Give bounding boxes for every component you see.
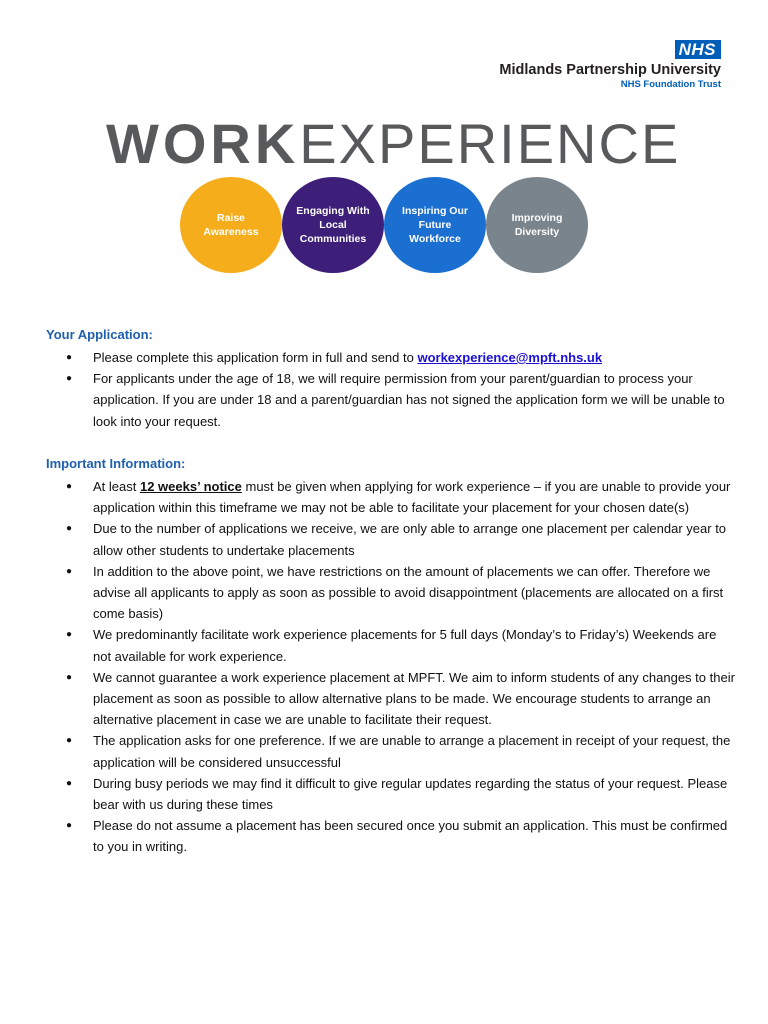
page-title bbox=[106, 112, 680, 176]
list-item: ● Please do not assume a placement has been secured once you submit an application. This must be confirmed to you in writing. bbox=[66, 818, 728, 855]
your-application-heading: Your Application: bbox=[46, 327, 153, 342]
title-work: WORK bbox=[106, 112, 300, 175]
notice-emphasis: 12 weeks’ notice bbox=[139, 479, 242, 494]
title-experience: EXPERIENCE bbox=[299, 112, 681, 175]
list-item: ● The application asks for one preference. If we are unable to arrange a placement in receipt of your request, the application will be considered unsuccessful bbox=[66, 733, 731, 770]
application-list bbox=[46, 347, 736, 432]
nhs-logo: NHS bbox=[675, 40, 721, 59]
email-link[interactable]: workexperience@mpft.nhs.uk bbox=[417, 350, 603, 365]
org-subtitle: NHS Foundation Trust bbox=[620, 79, 721, 90]
value-circle-raise-awareness: Raise Awareness bbox=[180, 177, 282, 273]
list-item: ● We cannot guarantee a work experience placement at MPFT. We aim to inform students of any changes to their placement as soon as possible to allow alternative plans to be made. We encourage students to arrange an alternative placement in case we are unable to facilitate their request. bbox=[66, 669, 735, 728]
value-circle-improving-diversity: Improving Diversity bbox=[486, 177, 588, 273]
list-item: ● We predominantly facilitate work experience placements for 5 full days (Monday’s to Friday’s) Weekends are not available for work experience. bbox=[66, 627, 717, 664]
nhs-trust-logo bbox=[499, 40, 721, 90]
list-item: ● In addition to the above point, we have restrictions on the amount of placements we can offer. Therefore we advise all applicants to apply as soon as possible to avoid disappointment (placements are allocated on a first come basis) bbox=[66, 563, 724, 622]
important-list bbox=[46, 476, 736, 858]
list-item: ● For applicants under the age of 18, we will require permission from your parent/guardian to process your application. If you are under 18 and a parent/guardian has not signed the application form we will be unable to look into your request. bbox=[66, 371, 725, 429]
value-circle-inspiring: Inspiring Our Future Workforce bbox=[384, 177, 486, 273]
org-name: Midlands Partnership University bbox=[499, 62, 721, 78]
list-item: ● Due to the number of applications we receive, we are only able to arrange one placement per calendar year to allow other students to undertake placements bbox=[66, 521, 727, 558]
list-item: ● During busy periods we may find it difficult to give regular updates regarding the status of your request. Please bear with us during these times bbox=[66, 775, 728, 813]
list-item: ● At least 12 weeks’ notice must be given when applying for work experience – if you are unable to provide your application within this timeframe we may not be able to facilitate your placement for your chosen date(s) bbox=[66, 479, 731, 516]
list-item: ● Please complete this application form in full and send to workexperience@mpft.nhs.uk bbox=[66, 350, 603, 365]
important-information-heading: Important Information: bbox=[46, 456, 186, 471]
value-circle-engaging: Engaging With Local Communities bbox=[282, 177, 384, 273]
